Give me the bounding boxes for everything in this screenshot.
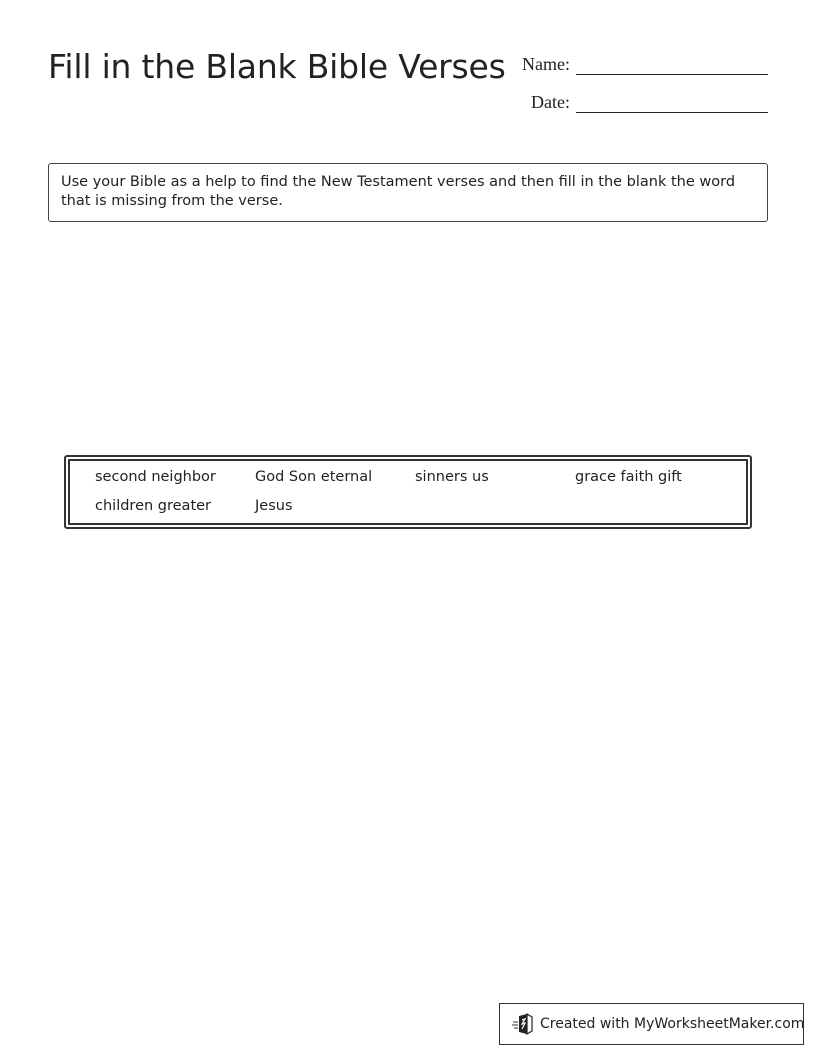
worksheet-maker-logo-icon (512, 1013, 534, 1035)
word-bank (64, 455, 752, 529)
instructions-box: Use your Bible as a help to find the New Testament verses and then fill in the blank the word that is missing from the verse. (48, 163, 768, 222)
word-bank-inner (68, 459, 748, 525)
name-label: Name: (522, 54, 570, 74)
worksheet-title: Fill in the Blank Bible Verses (48, 47, 506, 86)
word-bank-item: sinners us (415, 469, 489, 485)
name-blank-line[interactable] (576, 52, 768, 75)
date-field-row (531, 90, 768, 113)
word-bank-item: children greater (95, 497, 212, 514)
footer-badge[interactable] (499, 1003, 804, 1045)
date-blank-line[interactable] (576, 90, 768, 113)
word-bank-item: Jesus (255, 497, 293, 514)
word-bank-item: grace faith gift (575, 469, 682, 485)
word-bank-item: God Son eternal (255, 469, 373, 485)
date-label: Date: (531, 92, 570, 112)
word-bank-item: second neighbor (95, 469, 216, 485)
name-field-row (522, 52, 768, 75)
footer-credit-text: Created with MyWorksheetMaker.com (540, 1016, 805, 1032)
